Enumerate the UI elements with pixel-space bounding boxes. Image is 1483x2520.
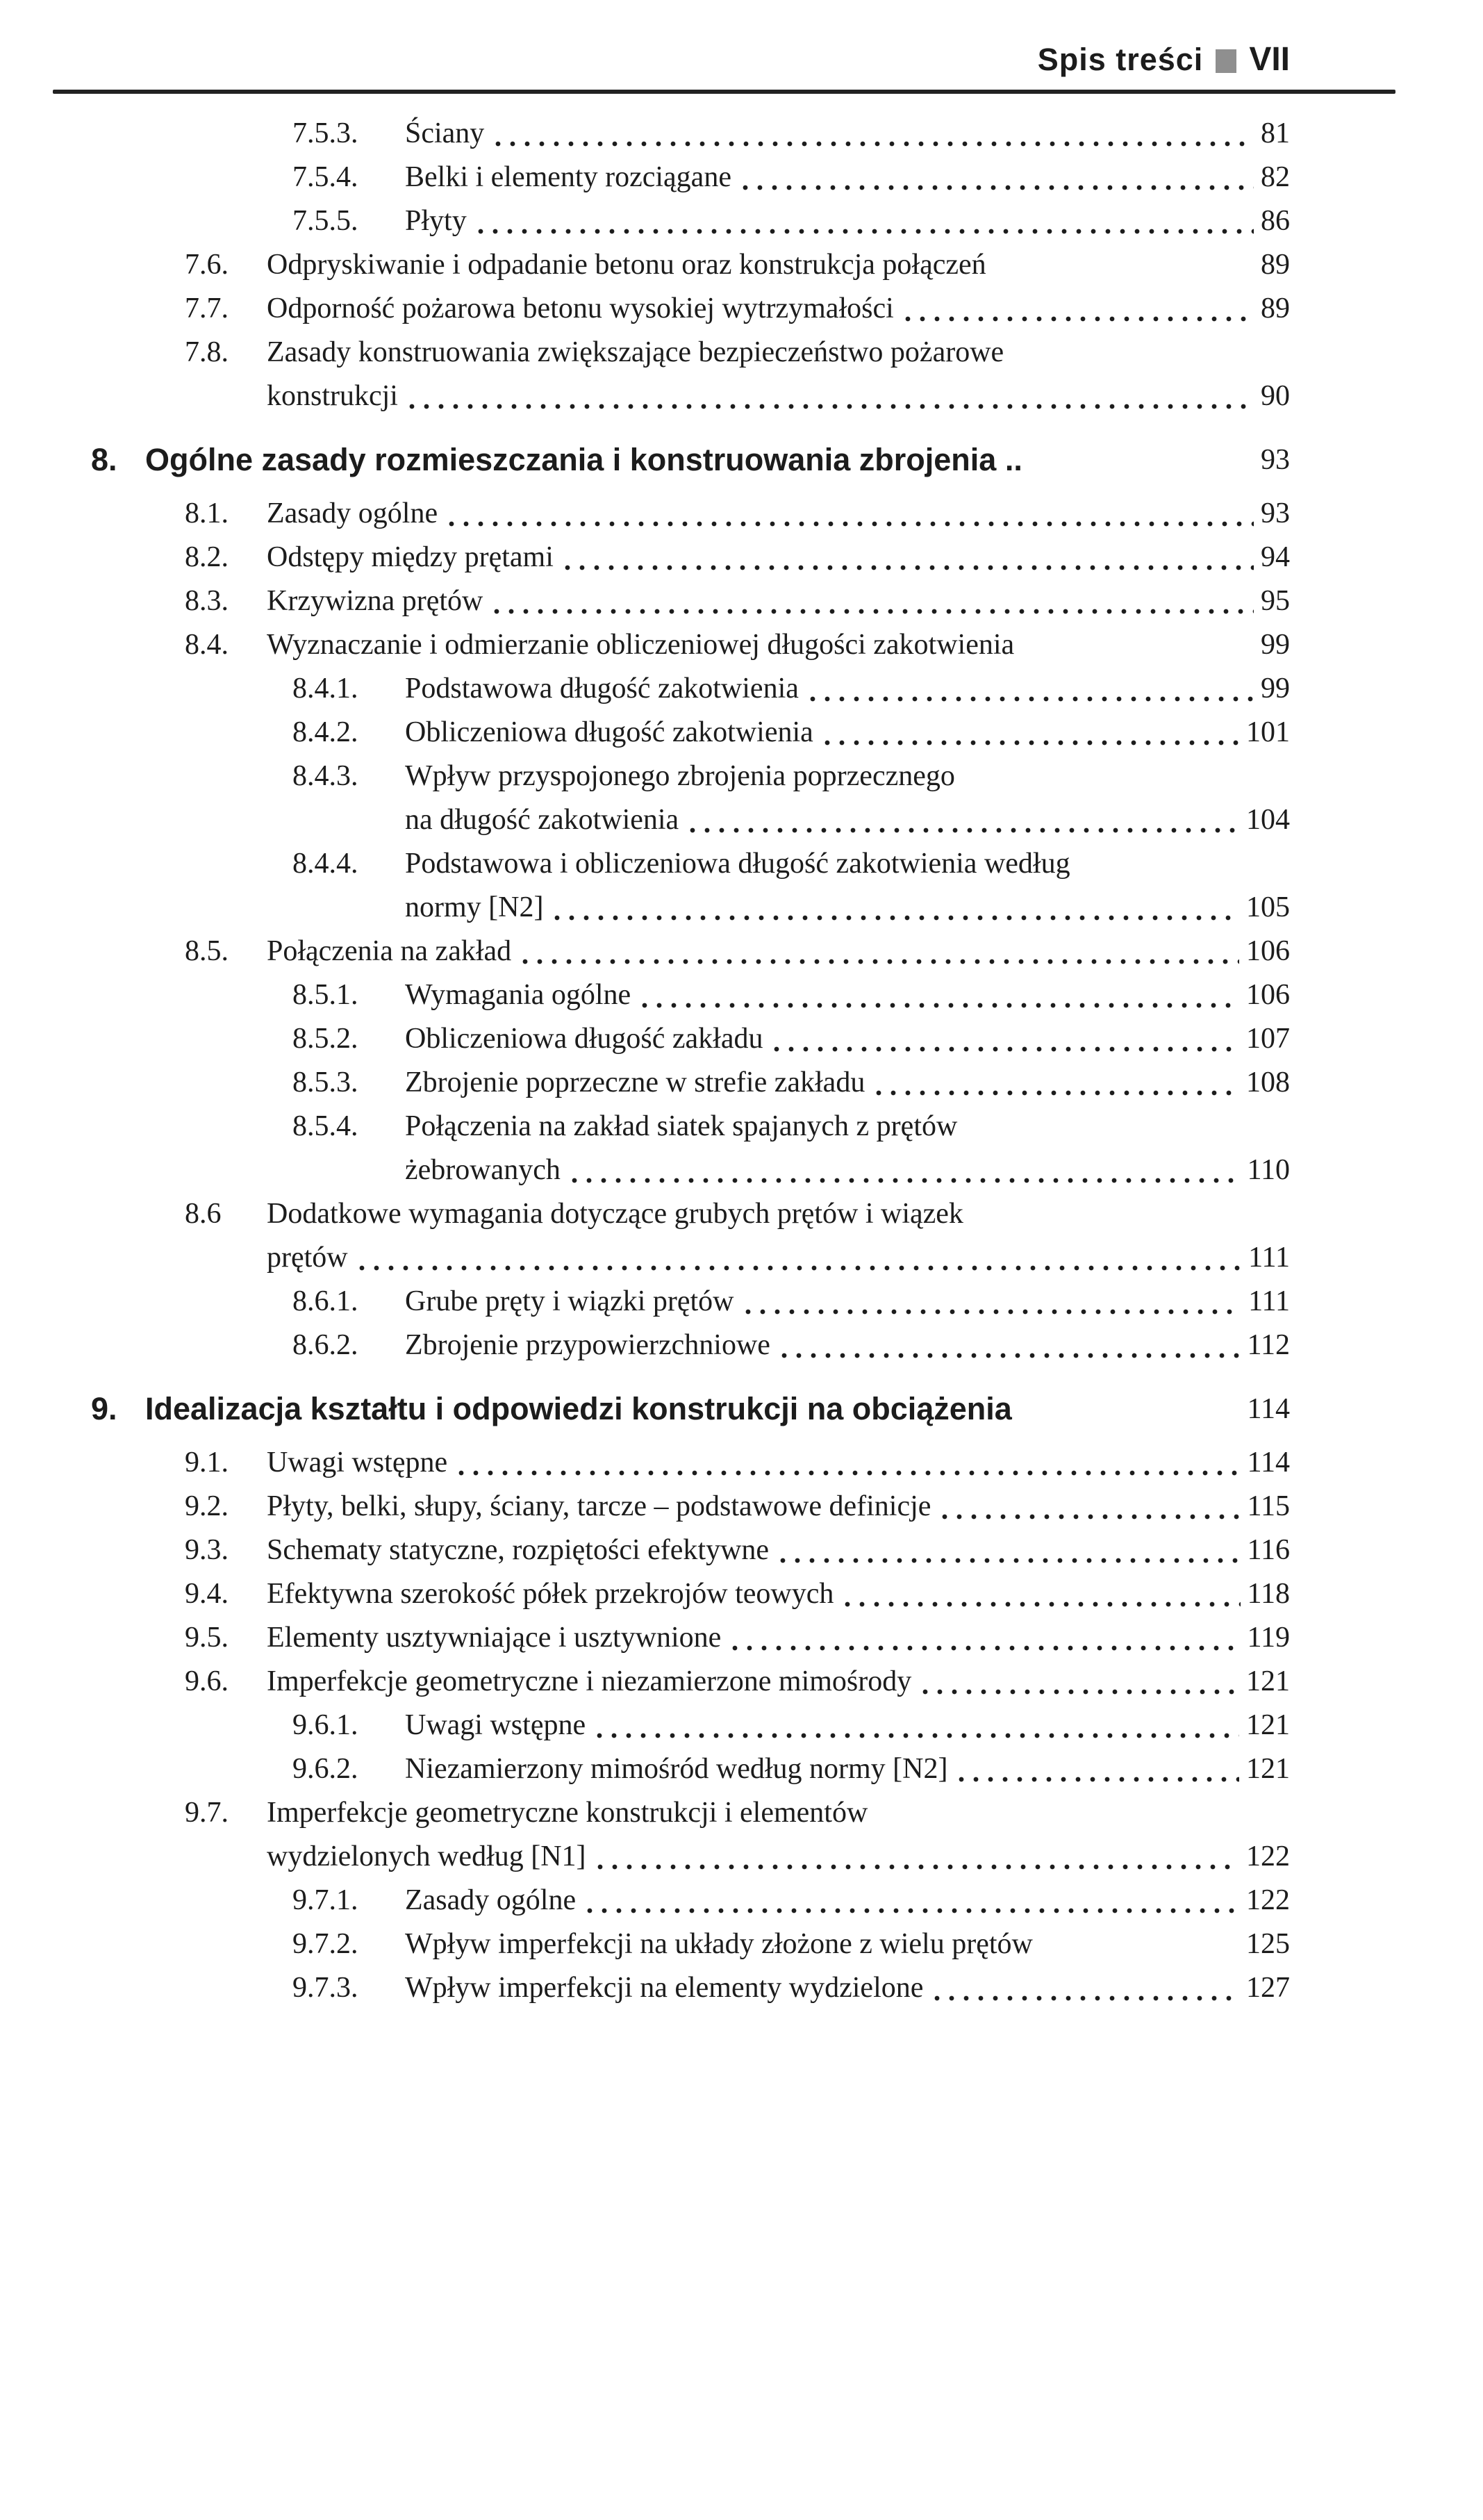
- toc-entry-row: [185, 331, 1290, 418]
- dot-leader: [597, 1733, 1239, 1738]
- toc-entry-row: [292, 156, 1290, 199]
- toc-entry-title: Wyznaczanie i odmierzanie obliczeniowej długości zakotwienia: [267, 629, 1015, 661]
- dot-leader: [922, 1689, 1239, 1695]
- toc-entry-number: 9.7.1.: [292, 1884, 358, 1916]
- toc-page-number: 110: [1247, 1154, 1290, 1186]
- toc-page-number: 105: [1246, 891, 1290, 923]
- dot-leader: [494, 609, 1254, 614]
- dot-leader: [825, 740, 1239, 746]
- toc-entry-body: [267, 536, 1290, 579]
- toc-entry-body: [267, 579, 1290, 623]
- toc-page-number: 127: [1246, 1972, 1290, 2004]
- toc-entry-title: Wymagania ogólne: [405, 979, 631, 1011]
- toc-entry-body: [145, 1385, 1290, 1433]
- dot-leader: [449, 521, 1254, 527]
- dot-leader: [478, 229, 1254, 234]
- toc-entry-row: [292, 1061, 1290, 1105]
- toc-entry-body: [267, 1572, 1290, 1616]
- toc-page-number: 119: [1247, 1622, 1290, 1654]
- toc-page-number: 99: [1261, 673, 1290, 705]
- toc-entry-row: [292, 1879, 1290, 1922]
- toc-entry-line: [267, 1791, 1290, 1835]
- toc-entry-line: [267, 1485, 1290, 1529]
- toc-entry-body: [267, 930, 1290, 973]
- toc-entry-title: Zbrojenie przypowierzchniowe: [405, 1329, 770, 1361]
- toc-entry-line: [405, 755, 1290, 798]
- toc-entry-row: [292, 1105, 1290, 1192]
- dot-leader: [1034, 469, 1254, 475]
- toc-entry-body: [267, 1441, 1290, 1485]
- dot-leader: [905, 316, 1254, 322]
- toc-entry-line: [267, 1236, 1290, 1280]
- toc-entry-title: Odstępy między prętami: [267, 541, 554, 573]
- toc-entry-number: 8.5.: [185, 935, 229, 967]
- toc-entry-line: [267, 1835, 1290, 1879]
- toc-entry-number: 8.6: [185, 1198, 222, 1230]
- toc-page-number: 82: [1261, 161, 1290, 193]
- toc-entry-line: [405, 1017, 1290, 1061]
- toc-entry-row: [185, 536, 1290, 579]
- toc-entry-title: Elementy usztywniające i usztywnione: [267, 1622, 722, 1654]
- toc-entry-row: [185, 1485, 1290, 1529]
- toc-entry-number: 7.5.3.: [292, 117, 358, 149]
- toc-entry-number: 9.3.: [185, 1534, 229, 1566]
- toc-entry-row: [292, 1704, 1290, 1747]
- toc-chapter-row: [91, 1385, 1290, 1433]
- toc-entry-body: [405, 1324, 1290, 1367]
- toc-entry-title: Uwagi wstępne: [405, 1709, 586, 1741]
- dot-leader: [780, 1558, 1241, 1563]
- toc-entry-number: 8.: [91, 442, 117, 477]
- toc-entry-body: [405, 1922, 1290, 1966]
- toc-page-number: 114: [1247, 1447, 1290, 1479]
- toc-entry-title: żebrowanych: [405, 1154, 561, 1186]
- toc-entry-title: normy [N2]: [405, 891, 544, 923]
- toc-page-number: 106: [1246, 979, 1290, 1011]
- toc-entries: [53, 112, 1290, 2010]
- toc-entry-line: [267, 287, 1290, 331]
- toc-entry-line: [267, 374, 1290, 418]
- toc-page-number: 122: [1246, 1840, 1290, 1872]
- toc-entry-title: na długość zakotwienia: [405, 804, 679, 836]
- toc: [0, 94, 1483, 2010]
- toc-entry-row: [292, 1966, 1290, 2010]
- toc-entry-body: [405, 1061, 1290, 1105]
- toc-entry-row: [292, 112, 1290, 156]
- header-square-icon: [1216, 49, 1236, 73]
- dot-leader: [495, 141, 1254, 147]
- toc-entry-title: Zasady ogólne: [405, 1884, 577, 1916]
- toc-entry-row: [292, 755, 1290, 842]
- toc-entry-line: [267, 1441, 1290, 1485]
- toc-entry-body: [405, 112, 1290, 156]
- dot-leader: [597, 1864, 1239, 1870]
- toc-entry-line: [405, 886, 1290, 930]
- toc-entry-title: Ogólne zasady rozmieszczania i konstruowania zbrojenia ..: [145, 442, 1022, 477]
- toc-page-number: 115: [1247, 1490, 1290, 1522]
- toc-entry-body: [405, 1280, 1290, 1324]
- toc-entry-number: 8.5.2.: [292, 1023, 358, 1055]
- dot-leader: [1044, 1952, 1239, 1957]
- toc-entry-title: Zbrojenie poprzeczne w strefie zakładu: [405, 1067, 865, 1098]
- toc-entry-row: [185, 1529, 1290, 1572]
- toc-entry-title: Wpływ przyspojonego zbrojenia poprzecznego: [405, 760, 955, 792]
- toc-entry-title: Imperfekcje geometryczne i niezamierzone mimośrody: [267, 1665, 912, 1697]
- toc-page-number: 118: [1247, 1578, 1290, 1610]
- dot-leader: [359, 1265, 1241, 1271]
- toc-entry-row: [185, 1192, 1290, 1280]
- toc-entry-number: 7.5.4.: [292, 161, 358, 193]
- toc-entry-line: [267, 1192, 1290, 1236]
- toc-entry-body: [405, 667, 1290, 711]
- toc-entry-line: [267, 930, 1290, 973]
- toc-entry-body: [267, 1485, 1290, 1529]
- toc-entry-title: Krzywizna prętów: [267, 585, 483, 617]
- toc-entry-number: 9.1.: [185, 1447, 229, 1479]
- toc-entry-line: [405, 667, 1290, 711]
- toc-entry-number: 8.4.: [185, 629, 229, 661]
- toc-entry-line: [405, 1061, 1290, 1105]
- toc-entry-row: [292, 1280, 1290, 1324]
- toc-entry-number: 9.5.: [185, 1622, 229, 1654]
- toc-entry-title: Imperfekcje geometryczne konstrukcji i elementów: [267, 1797, 868, 1829]
- toc-entry-row: [185, 287, 1290, 331]
- toc-entry-row: [185, 1441, 1290, 1485]
- toc-entry-title: Płyty, belki, słupy, ściany, tarcze – podstawowe definicje: [267, 1490, 931, 1522]
- toc-entry-title: Wpływ imperfekcji na układy złożone z wielu prętów: [405, 1928, 1033, 1960]
- toc-entry-row: [185, 1572, 1290, 1616]
- toc-entry-body: [405, 1704, 1290, 1747]
- toc-page-number: 111: [1248, 1242, 1290, 1274]
- toc-entry-number: 7.5.5.: [292, 205, 358, 237]
- toc-entry-line: [405, 842, 1290, 886]
- toc-entry-row: [292, 973, 1290, 1017]
- toc-entry-body: [405, 973, 1290, 1017]
- toc-entry-body: [267, 1791, 1290, 1879]
- toc-entry-number: 8.2.: [185, 541, 229, 573]
- toc-entry-body: [267, 623, 1290, 667]
- toc-entry-line: [267, 331, 1290, 374]
- dot-leader: [781, 1353, 1241, 1358]
- toc-page-number: 104: [1246, 804, 1290, 836]
- toc-page-number: 86: [1261, 205, 1290, 237]
- toc-entry-line: [405, 1704, 1290, 1747]
- toc-entry-title: Podstawowa długość zakotwienia: [405, 673, 799, 705]
- toc-entry-line: [405, 1280, 1290, 1324]
- toc-entry-line: [405, 1747, 1290, 1791]
- dot-leader: [743, 185, 1254, 190]
- toc-entry-number: 9.6.1.: [292, 1709, 358, 1741]
- toc-page-number: 106: [1246, 935, 1290, 967]
- toc-page-number: 122: [1246, 1884, 1290, 1916]
- toc-entry-title: Połączenia na zakład siatek spajanych z prętów: [405, 1110, 958, 1142]
- toc-page-number: 101: [1246, 716, 1290, 748]
- toc-entry-body: [267, 1529, 1290, 1572]
- toc-entry-body: [267, 492, 1290, 536]
- toc-entry-title: Połączenia na zakład: [267, 935, 512, 967]
- toc-entry-row: [292, 199, 1290, 243]
- toc-entry-title: Belki i elementy rozciągane: [405, 161, 731, 193]
- toc-entry-title: Obliczeniowa długość zakładu: [405, 1023, 763, 1055]
- toc-chapter-row: [91, 436, 1290, 484]
- toc-page-number: 93: [1261, 444, 1290, 476]
- toc-entry-title: Niezamierzony mimośród według normy [N2]: [405, 1753, 948, 1785]
- dot-leader: [565, 565, 1254, 570]
- dot-leader: [959, 1777, 1239, 1782]
- toc-entry-body: [405, 1747, 1290, 1791]
- toc-entry-body: [405, 711, 1290, 755]
- dot-leader: [690, 827, 1239, 833]
- toc-entry-body: [267, 1660, 1290, 1704]
- toc-entry-line: [145, 1385, 1290, 1433]
- toc-entry-line: [405, 199, 1290, 243]
- toc-entry-line: [267, 492, 1290, 536]
- toc-entry-number: 8.1.: [185, 497, 229, 529]
- toc-entry-title: Odpryskiwanie i odpadanie betonu oraz konstrukcja połączeń: [267, 249, 986, 281]
- toc-entry-title: Obliczeniowa długość zakotwienia: [405, 716, 813, 748]
- toc-entry-number: 8.5.4.: [292, 1110, 358, 1142]
- toc-entry-body: [405, 1879, 1290, 1922]
- dot-leader: [745, 1309, 1242, 1315]
- toc-entry-row: [292, 1017, 1290, 1061]
- toc-entry-number: 9.7.3.: [292, 1972, 358, 2004]
- toc-entry-line: [267, 1529, 1290, 1572]
- toc-entry-title: konstrukcji: [267, 380, 398, 412]
- toc-entry-number: 9.6.2.: [292, 1753, 358, 1785]
- toc-entry-number: 9.2.: [185, 1490, 229, 1522]
- toc-entry-number: 8.6.1.: [292, 1285, 358, 1317]
- toc-entry-line: [267, 243, 1290, 287]
- toc-entry-row: [292, 1922, 1290, 1966]
- toc-entry-number: 8.4.1.: [292, 673, 358, 705]
- toc-entry-title: Odporność pożarowa betonu wysokiej wytrzymałości: [267, 293, 894, 324]
- toc-header-title: Spis treści: [1037, 41, 1204, 77]
- toc-page-number: 95: [1261, 585, 1290, 617]
- toc-entry-row: [292, 1324, 1290, 1367]
- dot-leader: [732, 1645, 1240, 1651]
- toc-entry-number: 9.4.: [185, 1578, 229, 1610]
- toc-entry-line: [405, 1966, 1290, 2010]
- toc-page-number: 125: [1246, 1928, 1290, 1960]
- toc-entry-number: 9.7.: [185, 1797, 229, 1829]
- toc-page-number: 107: [1246, 1023, 1290, 1055]
- toc-entry-number: 8.5.1.: [292, 979, 358, 1011]
- toc-entry-line: [267, 1616, 1290, 1660]
- dot-leader: [1023, 1418, 1241, 1424]
- toc-entry-title: Schematy statyczne, rozpiętości efektywne: [267, 1534, 770, 1566]
- toc-entry-title: Wpływ imperfekcji na elementy wydzielone: [405, 1972, 924, 2004]
- toc-entry-number: 8.4.3.: [292, 760, 358, 792]
- toc-entry-title: wydzielonych według [N1]: [267, 1840, 586, 1872]
- toc-entry-title: Dodatkowe wymagania dotyczące grubych prętów i wiązek: [267, 1198, 963, 1230]
- toc-entry-title: Idealizacja kształtu i odpowiedzi konstrukcji na obciążenia: [145, 1391, 1012, 1426]
- toc-entry-line: [405, 156, 1290, 199]
- toc-entry-line: [405, 798, 1290, 842]
- toc-page-number: 121: [1246, 1709, 1290, 1741]
- dot-leader: [572, 1178, 1241, 1183]
- toc-entry-row: [292, 711, 1290, 755]
- toc-entry-number: 8.4.2.: [292, 716, 358, 748]
- dot-leader: [587, 1908, 1239, 1913]
- toc-entry-row: [185, 579, 1290, 623]
- toc-entry-number: 8.5.3.: [292, 1067, 358, 1098]
- toc-entry-number: 9.6.: [185, 1665, 229, 1697]
- toc-entry-line: [405, 1105, 1290, 1148]
- toc-entry-body: [267, 1616, 1290, 1660]
- toc-entry-row: [185, 243, 1290, 287]
- toc-entry-row: [292, 842, 1290, 930]
- toc-entry-row: [292, 1747, 1290, 1791]
- dot-leader: [845, 1601, 1240, 1607]
- toc-entry-body: [145, 436, 1290, 484]
- toc-entry-title: Ściany: [405, 117, 485, 149]
- dot-leader: [876, 1090, 1239, 1096]
- toc-page-number: 93: [1261, 497, 1290, 529]
- toc-entry-body: [267, 287, 1290, 331]
- toc-entry-number: 9.: [91, 1391, 117, 1426]
- toc-page-number: 90: [1261, 380, 1290, 412]
- toc-entry-row: [185, 1660, 1290, 1704]
- toc-page-number: 111: [1248, 1285, 1290, 1317]
- dot-leader: [810, 696, 1254, 702]
- toc-entry-row: [185, 1616, 1290, 1660]
- toc-page-number: 116: [1247, 1534, 1290, 1566]
- toc-entry-number: 8.4.4.: [292, 848, 358, 880]
- header-page-label: VII: [1249, 41, 1290, 78]
- toc-page-number: 114: [1247, 1393, 1290, 1425]
- toc-entry-line: [405, 711, 1290, 755]
- dot-leader: [774, 1046, 1239, 1052]
- toc-entry-title: Zasady konstruowania zwiększające bezpieczeństwo pożarowe: [267, 336, 1004, 368]
- toc-entry-line: [405, 1879, 1290, 1922]
- toc-entry-title: Grube pręty i wiązki prętów: [405, 1285, 734, 1317]
- toc-page-number: 112: [1247, 1329, 1290, 1361]
- dot-leader: [554, 915, 1239, 921]
- dot-leader: [934, 1995, 1239, 2001]
- toc-entry-title: Uwagi wstępne: [267, 1447, 448, 1479]
- toc-entry-body: [405, 1105, 1290, 1192]
- dot-leader: [458, 1470, 1240, 1476]
- toc-entry-line: [145, 436, 1290, 484]
- toc-entry-body: [267, 243, 1290, 287]
- toc-entry-line: [267, 536, 1290, 579]
- toc-entry-number: 7.8.: [185, 336, 229, 368]
- toc-page-number: 89: [1261, 293, 1290, 324]
- toc-entry-number: 8.6.2.: [292, 1329, 358, 1361]
- toc-entry-body: [405, 199, 1290, 243]
- toc-entry-row: [185, 1791, 1290, 1879]
- toc-entry-body: [405, 156, 1290, 199]
- toc-entry-line: [267, 579, 1290, 623]
- toc-entry-line: [267, 1572, 1290, 1616]
- dot-leader: [409, 404, 1254, 409]
- toc-entry-line: [267, 623, 1290, 667]
- toc-entry-body: [405, 1966, 1290, 2010]
- toc-page-number: 121: [1246, 1665, 1290, 1697]
- dot-leader: [942, 1514, 1240, 1520]
- toc-entry-body: [405, 1017, 1290, 1061]
- toc-page-number: 89: [1261, 249, 1290, 281]
- toc-entry-title: Podstawowa i obliczeniowa długość zakotwienia według: [405, 848, 1070, 880]
- toc-entry-body: [267, 331, 1290, 418]
- toc-entry-line: [405, 112, 1290, 156]
- toc-entry-number: 8.3.: [185, 585, 229, 617]
- dot-leader: [522, 959, 1239, 964]
- toc-entry-number: 9.7.2.: [292, 1928, 358, 1960]
- toc-page-number: 94: [1261, 541, 1290, 573]
- toc-entry-row: [292, 667, 1290, 711]
- toc-entry-title: Efektywna szerokość półek przekrojów teowych: [267, 1578, 834, 1610]
- toc-page-number: 81: [1261, 117, 1290, 149]
- dot-leader: [1025, 652, 1254, 658]
- toc-entry-line: [405, 1148, 1290, 1192]
- toc-entry-row: [185, 930, 1290, 973]
- toc-page-number: 99: [1261, 629, 1290, 661]
- toc-entry-line: [405, 973, 1290, 1017]
- toc-entry-line: [405, 1324, 1290, 1367]
- toc-entry-title: Płyty: [405, 205, 467, 237]
- toc-entry-body: [267, 1192, 1290, 1280]
- toc-entry-title: Zasady ogólne: [267, 497, 438, 529]
- toc-entry-body: [405, 755, 1290, 842]
- toc-page-number: 121: [1246, 1753, 1290, 1785]
- toc-entry-row: [185, 623, 1290, 667]
- toc-entry-number: 7.7.: [185, 293, 229, 324]
- toc-entry-body: [405, 842, 1290, 930]
- page-header: [0, 40, 1483, 79]
- toc-entry-number: 7.6.: [185, 249, 229, 281]
- dot-leader: [997, 272, 1254, 278]
- toc-entry-line: [405, 1922, 1290, 1966]
- toc-entry-title: prętów: [267, 1242, 348, 1274]
- toc-entry-row: [185, 492, 1290, 536]
- dot-leader: [642, 1003, 1239, 1008]
- toc-page-number: 108: [1246, 1067, 1290, 1098]
- toc-entry-line: [267, 1660, 1290, 1704]
